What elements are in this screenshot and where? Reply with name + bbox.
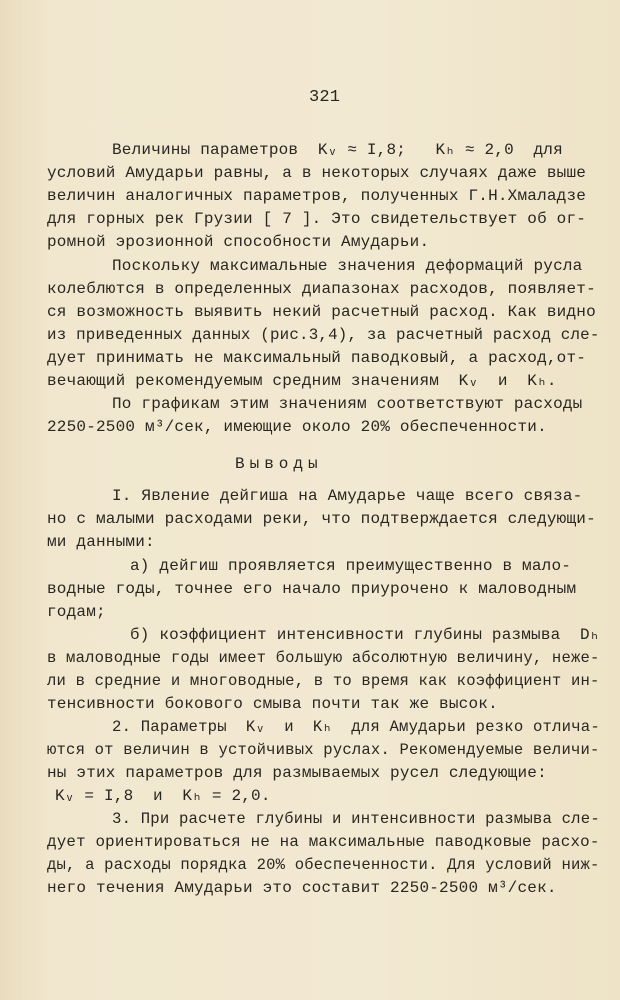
text-line: ны этих параметров для размываемых русел следующие:	[47, 764, 547, 782]
text-line: водные годы, точнее его начало приурочено к маловодным	[47, 580, 577, 598]
text-line: ромной эрозионной способности Амударьи.	[47, 233, 430, 251]
text-line: колеблются в определенных диапазонах расходов, появляет-	[47, 280, 596, 298]
text-line: ми данными:	[47, 533, 155, 551]
text-line: Величины параметров Kᵥ ≈ I,8; Kₕ ≈ 2,0 для	[112, 141, 563, 159]
text-line: 3. При расчете глубины и интенсивности размыва сле-	[112, 810, 600, 828]
text-line: ды, а расходы порядка 20% обеспеченности. Для условий ниж-	[47, 856, 600, 874]
text-line: но с малыми расходами реки, что подтверждается следующи-	[47, 510, 596, 528]
text-line: I. Явление дейгиша на Амударье чаще всего связа-	[112, 487, 583, 505]
text-line: величин аналогичных параметров, полученных Г.Н.Хмаладзе	[47, 187, 587, 205]
text-line: него течения Амударьи это составит 2250-2500 м³/сек.	[47, 879, 557, 897]
text-line: дует принимать не максимальный паводковый, а расход,от-	[47, 349, 587, 367]
text-line: из приведенных данных (рис.3,4), за расчетный расход сле-	[47, 326, 600, 344]
text-line: годам;	[47, 603, 106, 621]
text-line: Kᵥ = I,8 и Kₕ = 2,0.	[55, 787, 271, 805]
text-line: ются от величин в устойчивых руслах. Рекомендуемые величи-	[47, 741, 600, 759]
text-line: вечающий рекомендуемым средним значениям Kᵥ и Kₕ.	[47, 372, 557, 390]
text-line: Поскольку максимальные значения деформаций русла	[112, 257, 583, 275]
text-line: По графикам этим значениям соответствуют расходы	[112, 395, 583, 413]
section-heading: Выводы	[235, 455, 323, 473]
page-number: 321	[309, 88, 341, 107]
text-line: для горных рек Грузии [ 7 ]. Это свидетельствует об ог-	[47, 210, 587, 228]
text-line: а) дейгиш проявляется преимущественно в мало-	[130, 557, 572, 575]
text-line: ли в средние и многоводные, в то время как коэффициент ин-	[47, 672, 600, 690]
text-line: б) коэффициент интенсивности глубины размыва Dₕ	[130, 626, 600, 644]
text-line: в маловодные годы имеет большую абсолютную величину, неже-	[47, 649, 600, 667]
text-line: дует ориентироваться не на максимальные паводковые расхо-	[47, 833, 600, 851]
text-line: ся возможность выявить некий расчетный расход. Как видно	[47, 303, 596, 321]
text-line: тенсивности бокового смыва почти так же высок.	[47, 695, 498, 713]
text-line: 2. Параметры Kᵥ и Kₕ для Амударьи резко отлича-	[112, 718, 600, 736]
text-line: 2250-2500 м³/сек, имеющие около 20% обеспеченности.	[47, 418, 547, 436]
text-line: условий Амударьи равны, а в некоторых случаях даже выше	[47, 164, 587, 182]
